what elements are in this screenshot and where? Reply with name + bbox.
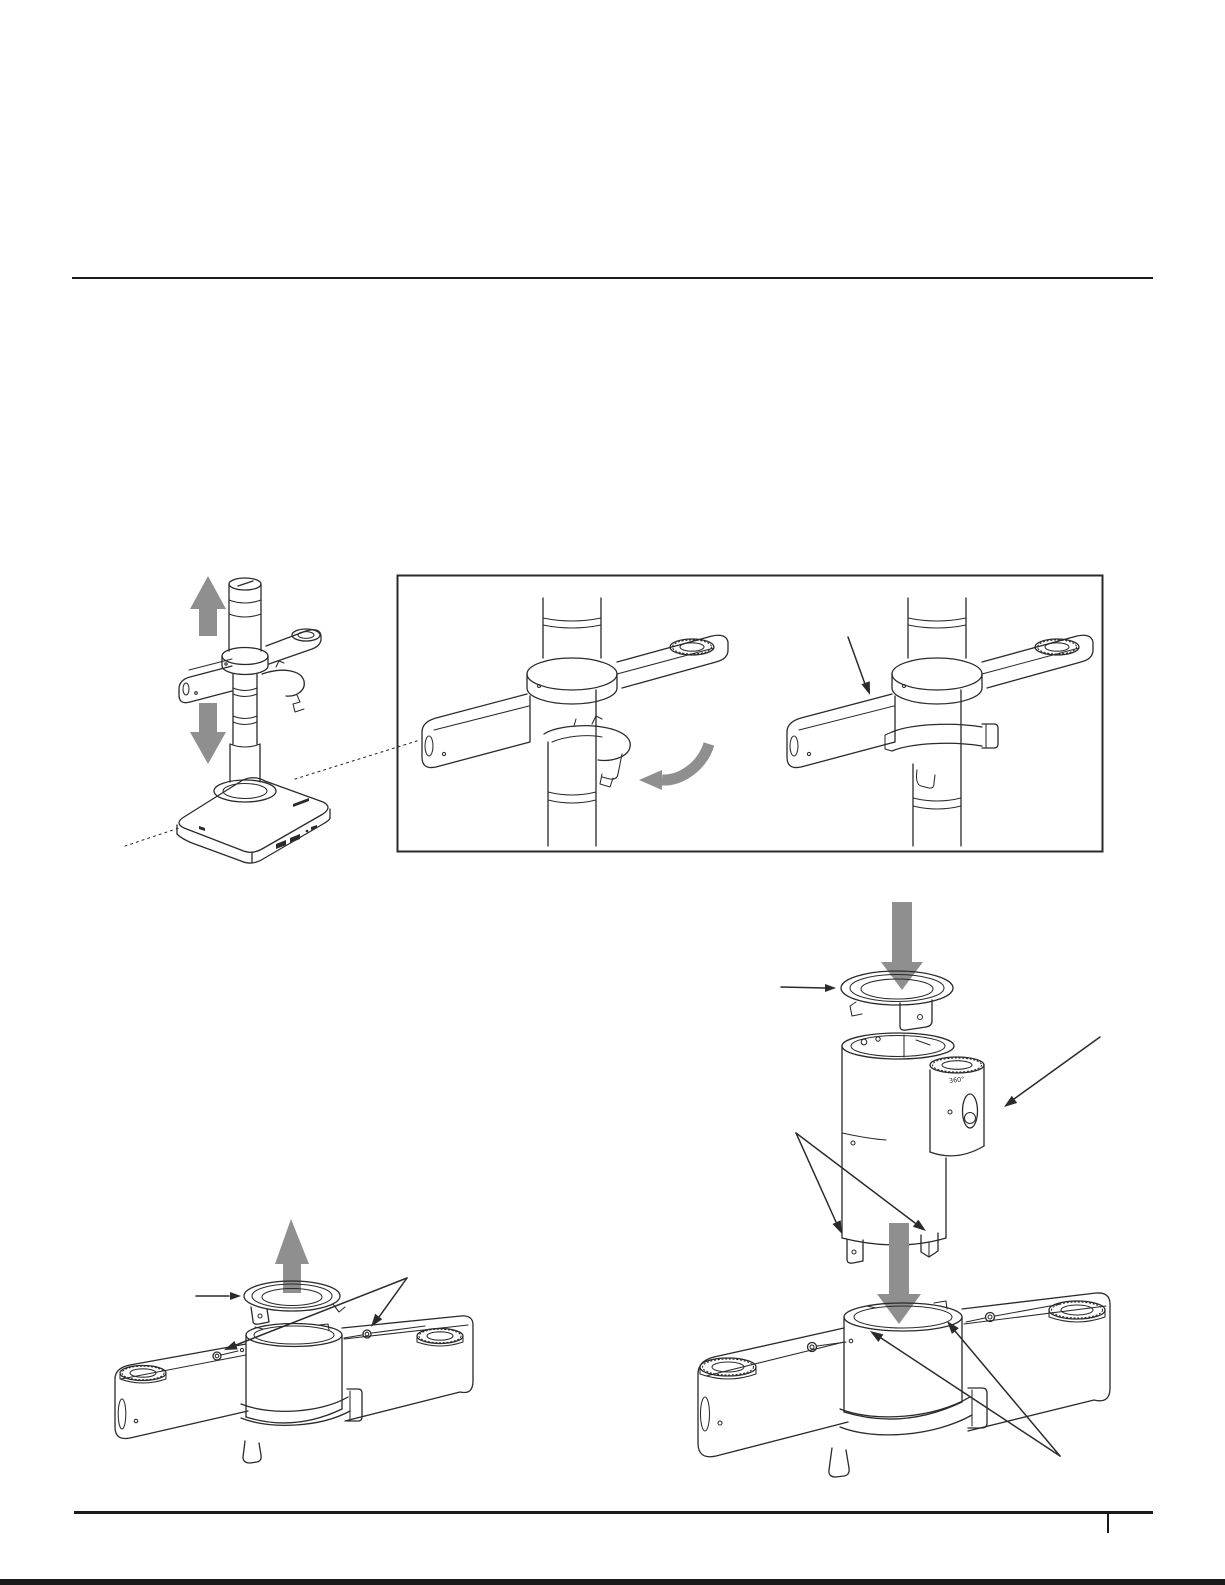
callout-arrow (848, 637, 870, 695)
tab-callout-arrows (796, 1133, 926, 1234)
cable-clamp-closed (885, 724, 998, 788)
left-arm (115, 1344, 248, 1439)
install-drawing (680, 890, 1170, 1490)
rear-arm (617, 635, 728, 688)
figure-cap-remove (95, 1195, 515, 1495)
usb-ports (199, 798, 317, 849)
figure-clamp-steps (396, 574, 1104, 853)
front-arm (179, 659, 232, 703)
footer-divider (74, 1511, 1153, 1514)
panel-border (398, 576, 1103, 852)
figure-cap-hub-install (680, 890, 1170, 1490)
top-divider (72, 277, 1153, 279)
page-edge-bar (0, 1579, 1225, 1585)
strap-clip (829, 1388, 987, 1477)
step-open-clamp (422, 598, 728, 846)
hub-callout-arrow (1004, 1037, 1100, 1107)
cable-clamp-open (544, 716, 630, 787)
pole (222, 578, 268, 782)
down-arrow-icon (881, 902, 923, 990)
desk-edge-dotted-line (125, 740, 420, 846)
dual-arm-base (115, 1316, 473, 1463)
down-arrow-icon (190, 703, 226, 764)
cap-callout-arrow (196, 1292, 241, 1300)
step-closed-clamp (787, 598, 1093, 846)
arm-hub (842, 1033, 984, 1245)
left-arm (698, 1328, 848, 1457)
stand-drawing (90, 548, 430, 878)
rotate-arrow-icon (639, 744, 709, 790)
rotation-marking: 360° (948, 1075, 966, 1085)
cap-callout-arrow (781, 984, 836, 992)
right-arm (962, 1293, 1110, 1431)
dual-arm-base (698, 1293, 1110, 1477)
clamp-steps-drawing (396, 574, 1104, 853)
figure-stand-height-adjust (90, 548, 430, 878)
front-arm (422, 694, 530, 768)
rear-arm (266, 629, 321, 664)
pole (527, 598, 617, 846)
slot-callout-arrows (870, 1321, 1060, 1456)
screw (344, 1326, 425, 1338)
pole (892, 598, 982, 846)
cable-clip (262, 661, 304, 712)
rear-arm (982, 635, 1093, 688)
strap-clip (241, 1389, 362, 1463)
arm-stub (930, 1057, 984, 1156)
down-arrow-icon (877, 1223, 921, 1324)
up-arrow-icon (190, 576, 226, 636)
remove-drawing (95, 1195, 515, 1495)
base (177, 778, 330, 863)
footer-tick (1107, 1511, 1109, 1533)
front-arm (787, 694, 895, 768)
